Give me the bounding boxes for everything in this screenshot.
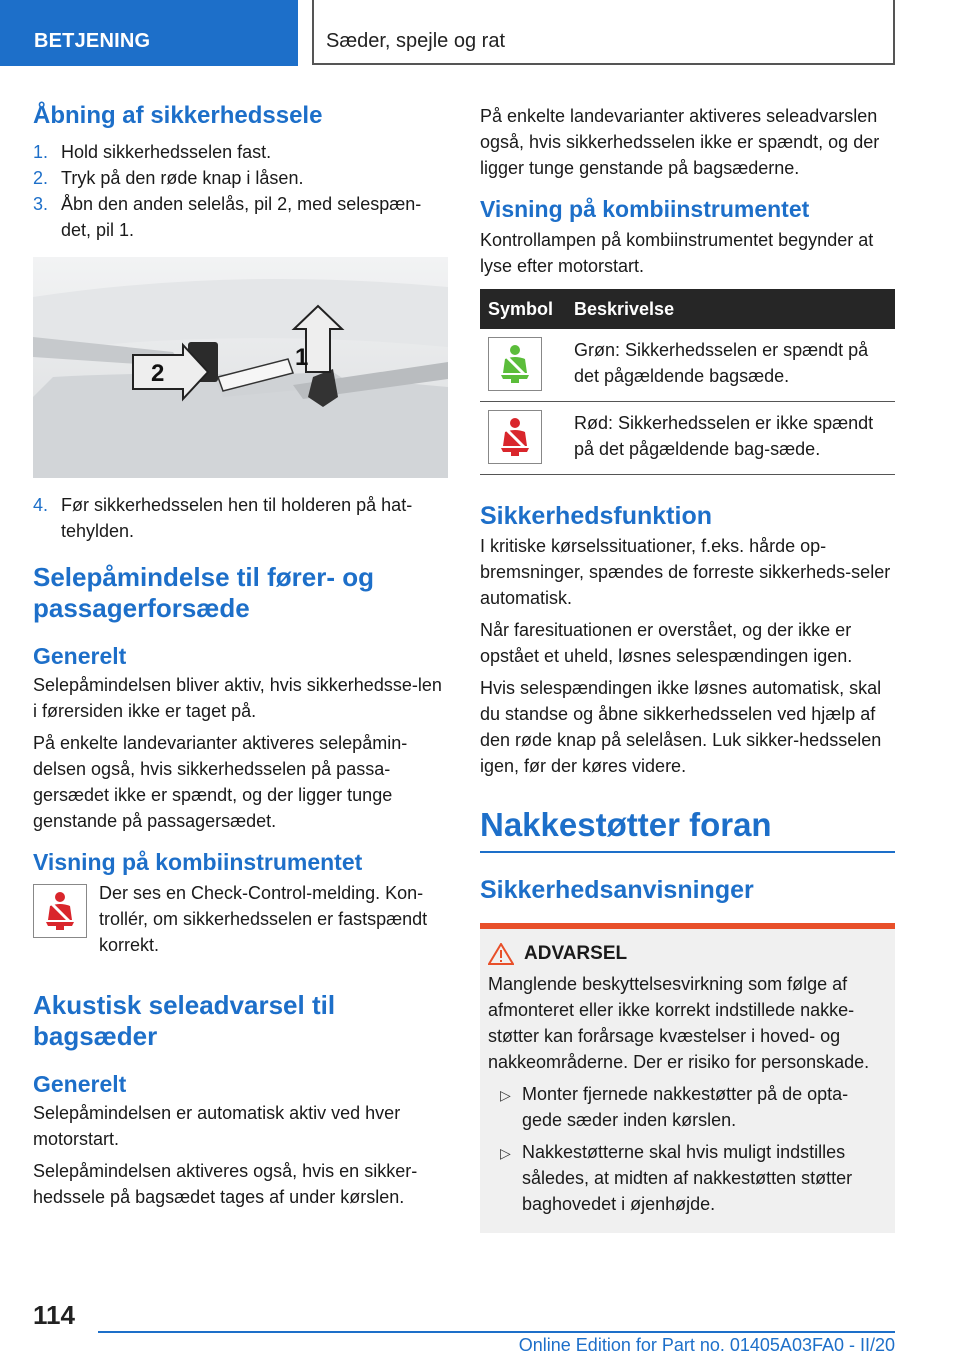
steps-list-continued	[33, 492, 448, 544]
table-header-row	[480, 289, 895, 329]
svg-text:1: 1	[295, 344, 309, 371]
paragraph: På enkelte landevarianter aktiveres selepåmin-delsen også, hvis sikkerhedsselen på passa-gersædet ikke er spændt, og der ligger tunge genstande på passagersædet.	[33, 733, 408, 831]
paragraph: Der ses en Check-Control-melding. Kon-trollér, om sikkerhedsselen er fastspændt korrekt.	[99, 883, 428, 955]
paragraph: Hvis selespændingen ikke løsnes automatisk, skal du standse og åbne sikkerhedsselen ved hjælp af den røde knap på selelåsen. Luk sikker-hedsselen igen, før der køres videre.	[480, 678, 882, 776]
symbol-table	[480, 289, 895, 475]
warning-box	[480, 923, 895, 1233]
table-row	[480, 329, 895, 402]
heading-headrests: Nakkestøtter foran	[480, 805, 895, 853]
warning-text: Manglende beskyttelsesvirkning som følge af afmonteret eller ikke korrekt indstillede nakke-støtter kan forårsage kvæstelser i hoved- og nakkeområderne. Der er risiko for personskade.	[488, 974, 870, 1072]
buckle-illustration	[33, 257, 448, 478]
page-number: 114	[33, 1300, 75, 1330]
paragraph: Selepåmindelsen er automatisk aktiv ved hver motorstart.	[33, 1103, 401, 1149]
warning-triangle-icon	[488, 943, 514, 965]
table-cell: Rød: Sikkerhedsselen er ikke spændt på det pågældende bag-sæde.	[566, 402, 895, 475]
list-item: ▷ Monter fjernede nakkestøtter på de opta-gede sæder inden kørslen.	[500, 1084, 849, 1130]
paragraph: Når faresituationen er overstået, og der ikke er opstået et uheld, løsnes selespændingen igen.	[480, 620, 853, 666]
paragraph: Kontrollampen på kombiinstrumentet begynder at lyse efter motorstart.	[480, 230, 874, 276]
header-underline	[312, 63, 895, 65]
bullet-triangle-icon: ▷	[500, 1145, 511, 1161]
seatbelt-red-icon	[33, 884, 87, 938]
warning-title: ADVARSEL	[488, 943, 887, 965]
steps-list	[33, 139, 448, 243]
seatbelt-buckle-photo	[33, 257, 448, 478]
chapter-title: Sæder, spejle og rat	[326, 30, 505, 52]
table-row	[480, 402, 895, 475]
list-item: 1. Hold sikkerhedsselen fast.	[33, 142, 272, 162]
seatbelt-green-icon	[488, 337, 542, 391]
heading-front-reminder: Selepåmindelse til fører- og passagerforsæde	[33, 562, 374, 623]
warning-bullets	[488, 1081, 887, 1217]
edition-note: Online Edition for Part no. 01405A03FA0 - II/20	[518, 1335, 895, 1355]
heading-display-1: Visning på kombiinstrumentet	[33, 849, 363, 875]
heading-safety-notes: Sikkerhedsanvisninger	[480, 876, 754, 904]
paragraph: Selepåmindelsen aktiveres også, hvis en sikker-hedssele på bagsædet tages af under kørslen.	[33, 1161, 418, 1207]
list-item: ▷ Nakkestøtterne skal hvis muligt indstilles således, at midten af nakkestøtten støtter baghovedet i øjenhøjde.	[500, 1142, 853, 1214]
footer-rule	[98, 1331, 895, 1333]
table-cell: Grøn: Sikkerhedsselen er spændt på det pågældende bagsæde.	[566, 329, 895, 402]
list-item: 4. Før sikkerhedsselen hen til holderen på hat-tehylden.	[33, 495, 413, 541]
heading-display-2: Visning på kombiinstrumentet	[480, 196, 810, 222]
section-label: BETJENING	[34, 30, 151, 52]
left-column	[33, 100, 448, 1210]
heading-open-seatbelt: Åbning af sikkerhedssele	[33, 102, 323, 129]
right-column	[480, 103, 895, 1233]
display-note	[33, 884, 448, 958]
column-header: Symbol	[480, 289, 566, 329]
heading-general-1: Generelt	[33, 643, 127, 669]
list-item: 2. Tryk på den røde knap i låsen.	[33, 168, 304, 188]
heading-safety-function: Sikkerhedsfunktion	[480, 502, 712, 530]
heading-general-2: Generelt	[33, 1071, 127, 1097]
page-header	[0, 0, 960, 66]
paragraph: Selepåmindelsen bliver aktiv, hvis sikkerhedsse-len i førersiden ikke er taget på.	[33, 675, 442, 721]
svg-text:2: 2	[151, 360, 165, 387]
header-divider-right	[893, 0, 895, 64]
paragraph: På enkelte landevarianter aktiveres seleadvarslen også, hvis sikkerhedsselen ikke er spændt, og der ligger tunge genstande på bagsæderne.	[480, 106, 880, 178]
list-item: 3. Åbn den anden selelås, pil 2, med selespæn-det, pil 1.	[33, 194, 422, 240]
section-tab	[0, 0, 298, 66]
heading-rear-warning: Akustisk seleadvarsel til bagsæder	[33, 990, 336, 1051]
bullet-triangle-icon: ▷	[500, 1087, 511, 1103]
header-divider	[312, 0, 314, 64]
seatbelt-red-icon	[488, 410, 542, 464]
column-header: Beskrivelse	[566, 289, 895, 329]
paragraph: I kritiske kørselssituationer, f.eks. hårde op-bremsninger, spændes de forreste sikkerheds-seler automatisk.	[480, 536, 891, 608]
